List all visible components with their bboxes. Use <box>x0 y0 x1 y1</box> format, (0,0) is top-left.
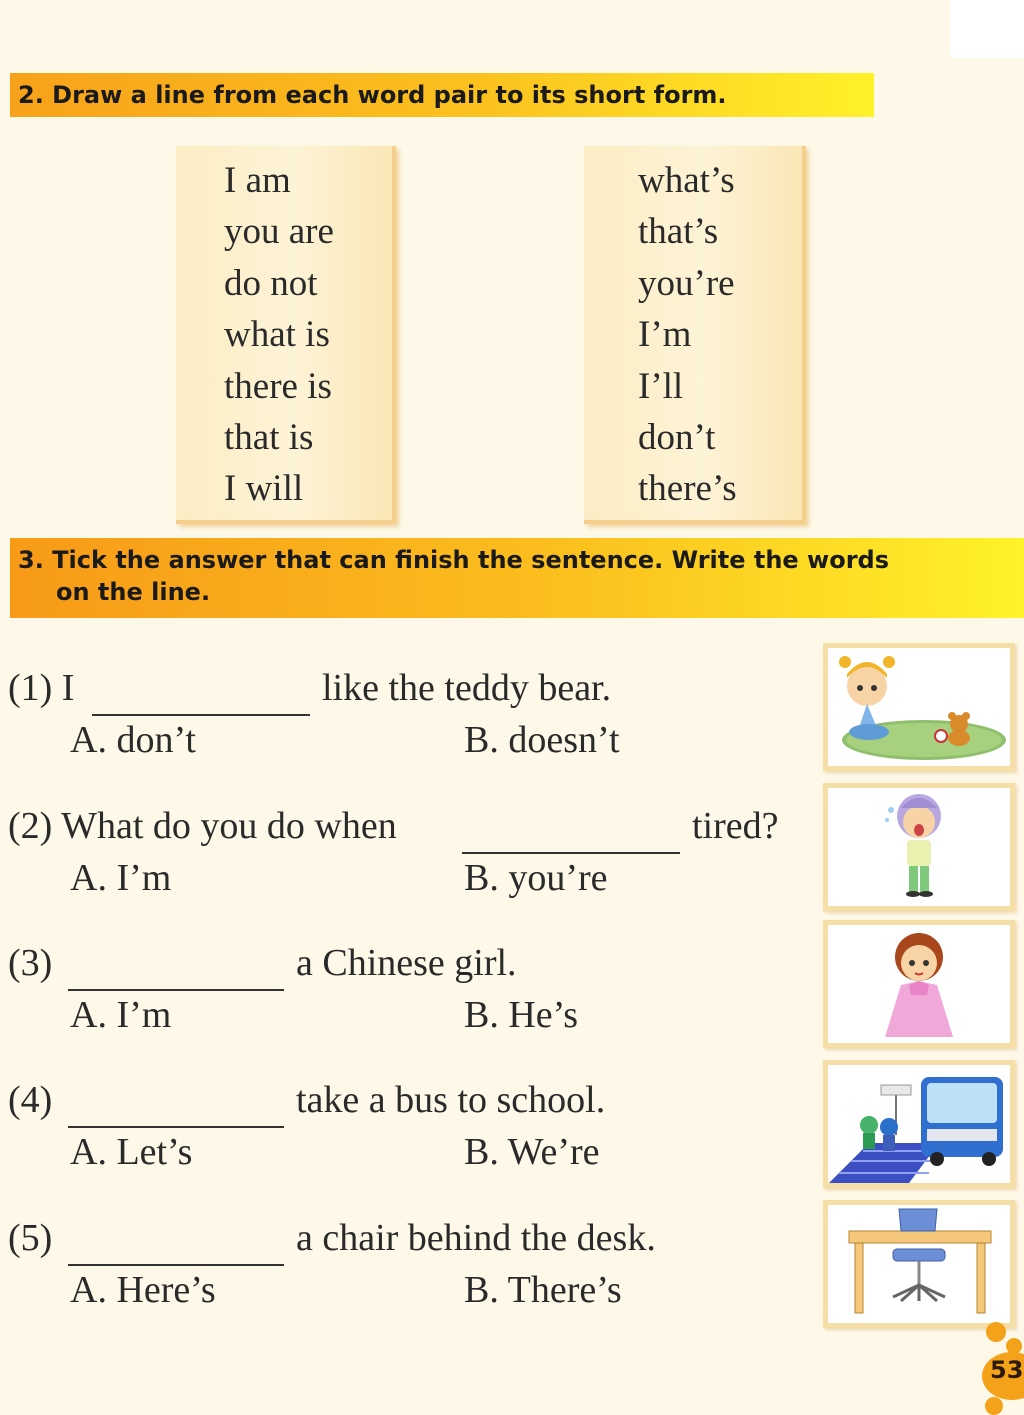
question-suffix: a Chinese girl. <box>296 942 517 984</box>
short-form-item[interactable]: that’s <box>638 211 719 253</box>
option-b[interactable]: B. We’re <box>464 1131 600 1173</box>
option-b[interactable]: B. He’s <box>464 994 578 1036</box>
word-pairs-box <box>176 146 396 524</box>
option-a[interactable]: A. I’m <box>70 994 172 1036</box>
option-b[interactable]: B. There’s <box>464 1269 622 1311</box>
option-b[interactable]: B. doesn’t <box>464 719 620 761</box>
section-2-instruction <box>10 73 874 117</box>
option-b[interactable]: B. you’re <box>464 857 608 899</box>
answer-blank[interactable] <box>68 989 284 991</box>
word-pair-item[interactable]: what is <box>224 314 330 356</box>
section-3-instruction-line2: on the line. <box>56 578 211 606</box>
question-suffix: a chair behind the desk. <box>296 1217 656 1259</box>
desk-and-chair-picture <box>823 1200 1015 1328</box>
question-prefix: (4) <box>8 1079 53 1121</box>
page-number: 53 <box>990 1356 1024 1384</box>
short-form-item[interactable]: what’s <box>638 160 735 201</box>
girl-in-pink-dress-picture <box>823 920 1015 1048</box>
short-form-item[interactable]: I’ll <box>638 365 684 407</box>
question-2 <box>0 804 820 924</box>
girl-with-teddy-bear-picture <box>823 643 1015 771</box>
yawning-child-picture <box>823 783 1015 911</box>
option-a[interactable]: A. Here’s <box>70 1269 216 1311</box>
short-forms-list <box>638 158 737 518</box>
question-3 <box>0 941 820 1061</box>
word-pair-item[interactable]: do not <box>224 262 318 304</box>
question-prefix: (3) <box>8 942 53 984</box>
answer-blank[interactable] <box>92 714 310 716</box>
section-3-instruction <box>10 538 1024 618</box>
question-prefix: (5) <box>8 1217 53 1259</box>
answer-blank[interactable] <box>68 1126 284 1128</box>
option-a[interactable]: A. I’m <box>70 857 172 899</box>
question-suffix: like the teddy bear. <box>322 667 612 709</box>
short-form-item[interactable]: you’re <box>638 262 735 304</box>
word-pair-item[interactable]: there is <box>224 365 332 407</box>
question-1 <box>0 666 820 786</box>
word-pair-item[interactable]: that is <box>224 416 314 458</box>
short-forms-box <box>584 146 806 524</box>
option-a[interactable]: A. Let’s <box>70 1131 193 1173</box>
section-3-instruction-line1: 3. Tick the answer that can finish the sentence. Write the words <box>18 546 890 574</box>
question-suffix: tired? <box>692 805 779 847</box>
answer-blank[interactable] <box>68 1264 284 1266</box>
question-prefix: (1) I <box>8 667 75 709</box>
word-pair-item[interactable]: you are <box>224 211 334 253</box>
top-corner-blank <box>950 0 1024 58</box>
question-prefix: (2) What do you do when <box>8 805 397 847</box>
children-at-bus-stop-picture <box>823 1060 1015 1188</box>
option-a[interactable]: A. don’t <box>70 719 196 761</box>
question-5 <box>0 1216 820 1336</box>
short-form-item[interactable]: I’m <box>638 314 692 356</box>
question-suffix: take a bus to school. <box>296 1079 606 1121</box>
word-pair-item[interactable]: I will <box>224 468 304 510</box>
word-pair-item[interactable]: I am <box>224 160 291 201</box>
short-form-item[interactable]: there’s <box>638 468 737 510</box>
answer-blank[interactable] <box>462 852 680 854</box>
question-4 <box>0 1078 820 1198</box>
section-2-instruction-text: 2. Draw a line from each word pair to its short form. <box>18 81 727 109</box>
word-pairs-list <box>224 158 334 518</box>
short-form-item[interactable]: don’t <box>638 416 716 458</box>
